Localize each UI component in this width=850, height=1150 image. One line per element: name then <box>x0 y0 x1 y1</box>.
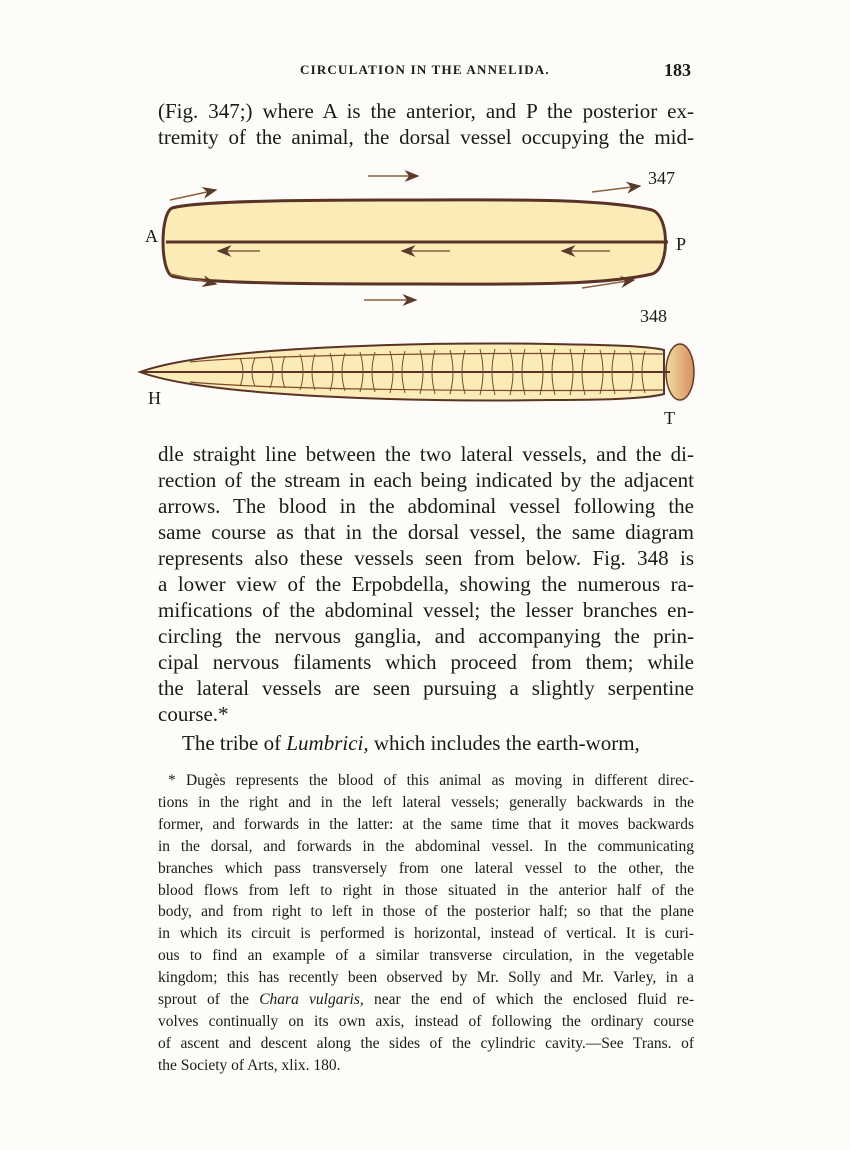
footnote-line: kingdom; this has recently been observed by Mr. Solly and Mr. Varley, in a <box>158 969 694 987</box>
footnote-line <box>158 989 694 1011</box>
footnote-line: * Dugès represents the blood of this animal as moving in different direc- <box>168 772 694 789</box>
italic-term: Chara vulgaris, <box>259 991 364 1009</box>
fig-348-leech <box>140 344 694 401</box>
running-title: CIRCULATION IN THE ANNELIDA. <box>300 62 550 77</box>
footnote-line: the Society of Arts, xlix. 180. <box>158 1056 341 1074</box>
paragraph-main <box>158 441 694 727</box>
text-line: same course as that in the dorsal vessel, the same diagram <box>158 520 694 544</box>
figures-347-348 <box>130 160 710 440</box>
text-line: arrows. The blood in the abdominal vessel following the <box>158 494 694 518</box>
footnote-line: former, and forwards in the latter: at the same time that it moves backwards <box>158 815 694 833</box>
footnote-line: blood flows from left to right in those situated in the anterior half of the <box>158 881 694 899</box>
footnote-line: in the dorsal, and forwards in the abdominal vessel. In the communicating <box>158 837 694 855</box>
text-line: cipal nervous filaments which proceed from them; while <box>158 650 694 674</box>
footnote-line: in which its circuit is performed is horizontal, instead of vertical. It is curi- <box>158 925 694 943</box>
fig-347-label-posterior: P <box>676 234 687 254</box>
footnote-line: volves continually on its own axis, instead of following the ordinary course <box>158 1012 694 1030</box>
italic-term: Lumbrici, <box>286 731 369 755</box>
text-line: represents also these vessels seen from below. Fig. 348 is <box>158 546 694 570</box>
text-line: a lower view of the Erpobdella, showing the numerous ra- <box>158 572 694 596</box>
footnote-line: of ascent and descent along the sides of the cylindric cavity.—See Trans. of <box>158 1034 694 1052</box>
fig-347-number: 347 <box>648 168 675 188</box>
text-segment: near the end of which the enclosed fluid re- <box>363 991 694 1009</box>
page-number: 183 <box>664 60 691 80</box>
paragraph-next <box>158 730 694 756</box>
fig-347-label-anterior: A <box>145 226 158 246</box>
paragraph-top <box>158 98 694 150</box>
text-line: circling the nervous ganglia, and accompanying the prin- <box>158 624 694 648</box>
footnote-line: ous to find an example of a similar transverse circulation, in the vegetable <box>158 947 694 965</box>
text-line: mifications of the abdominal vessel; the lesser branches en- <box>158 598 694 622</box>
text-line: dle straight line between the two lateral vessels, and the di- <box>158 442 694 466</box>
footnote <box>158 770 694 1077</box>
footnote-line: branches which pass transversely from one lateral vessel to the other, the <box>158 859 694 877</box>
fig-348-label-head: H <box>148 388 161 408</box>
text-segment: sprout of the <box>158 991 260 1009</box>
text-line: (Fig. 347;) where A is the anterior, and P the posterior ex- <box>158 99 694 123</box>
fig-347-body <box>163 176 668 300</box>
fig-348-label-tail: T <box>664 408 675 428</box>
fig-348-number: 348 <box>640 306 667 326</box>
footnote-line: tions in the right and in the left lateral vessels; generally backwards in the <box>158 793 694 811</box>
text-segment: which includes the earth-worm, <box>368 731 640 755</box>
text-segment: The tribe of <box>182 731 287 755</box>
text-line <box>158 730 694 756</box>
annelid-circulation-diagram <box>130 160 710 440</box>
text-line: rection of the stream in each being indicated by the adjacent <box>158 468 694 492</box>
text-line: the lateral vessels are seen pursuing a slightly serpentine <box>158 676 694 700</box>
text-line: course.* <box>158 702 229 726</box>
footnote-line: body, and from right to left in those of the posterior half; so that the plane <box>158 903 694 921</box>
text-line: tremity of the animal, the dorsal vessel occupying the mid- <box>158 125 694 149</box>
